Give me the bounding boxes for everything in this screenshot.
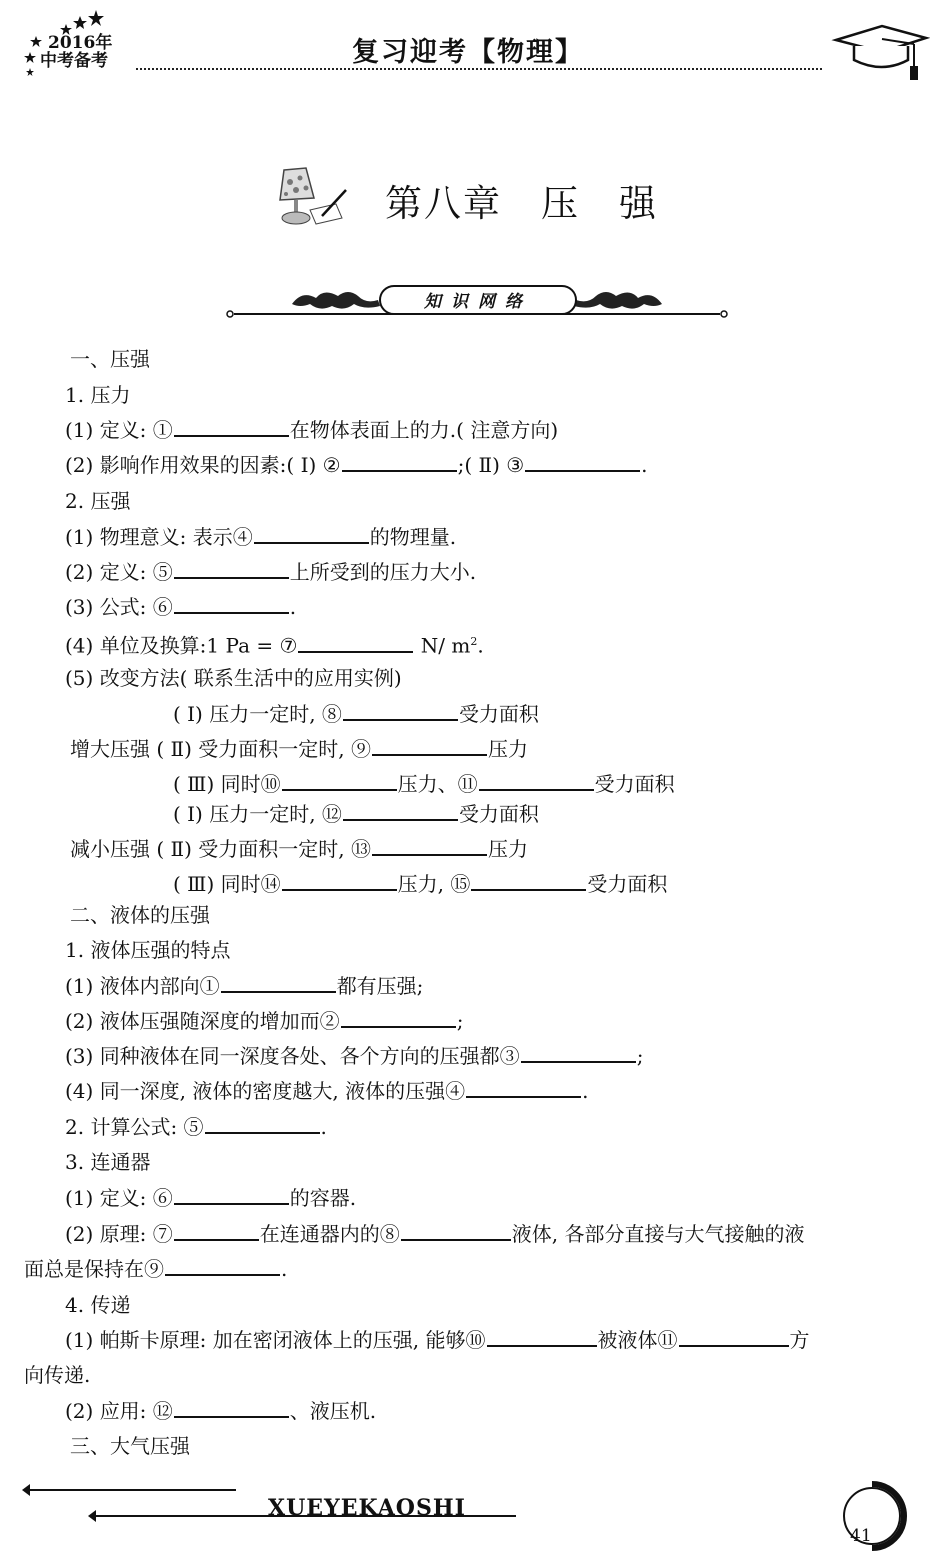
text-line: (5) 改变方法( 联系生活中的应用实例) — [65, 666, 402, 690]
text-line: ( Ⅲ) 同时⑭ 压力, ⑮ 受力面积 — [173, 872, 668, 896]
text-line: 增大压强 ( Ⅱ) 受力面积一定时, ⑨ 压力 — [70, 737, 528, 761]
banner-label: 知识网络 — [424, 292, 532, 312]
answer-blank — [525, 454, 640, 472]
subsection-heading: 4. 传递 — [65, 1293, 131, 1317]
answer-blank — [298, 635, 413, 653]
answer-blank — [165, 1258, 280, 1276]
section-heading: 一、压强 — [70, 347, 150, 371]
answer-blank — [479, 773, 594, 791]
text-line: (1) 液体内部向① 都有压强; — [65, 974, 424, 998]
text-line: (3) 同种液体在同一深度各处、各个方向的压强都③ ; — [65, 1044, 644, 1068]
subsection-heading: 1. 压力 — [65, 383, 131, 407]
answer-blank — [487, 1329, 597, 1347]
text-line: (4) 同一深度, 液体的密度越大, 液体的压强④ . — [65, 1079, 589, 1103]
text-line: (1) 物理意义: 表示④ 的物理量. — [65, 525, 457, 549]
footer-title: XUEYEKAOSHI — [268, 1495, 466, 1521]
header-year: 2016年 — [48, 33, 113, 53]
answer-blank — [471, 873, 586, 891]
answer-blank — [372, 838, 487, 856]
answer-blank — [282, 773, 397, 791]
answer-blank — [221, 975, 336, 993]
text-line: (2) 原理: ⑦ 在连通器内的⑧ 液体, 各部分直接与大气接触的液 — [65, 1222, 805, 1246]
text-line: (2) 定义: ⑤ 上所受到的压力大小. — [65, 560, 477, 584]
desk-lamp-icon — [270, 160, 350, 230]
subsection-heading: 2. 计算公式: ⑤ . — [65, 1115, 327, 1139]
subsection-heading: 2. 压强 — [65, 489, 131, 513]
text-line: 向传递. — [24, 1363, 91, 1387]
graduation-cap-icon — [830, 22, 930, 82]
text-line: (1) 定义: ⑥ 的容器. — [65, 1186, 357, 1210]
subsection-heading: 3. 连通器 — [65, 1150, 151, 1174]
text-line: (1) 定义: ① 在物体表面上的力.( 注意方向) — [65, 418, 559, 442]
answer-blank — [174, 596, 289, 614]
text-line: (1) 帕斯卡原理: 加在密闭液体上的压强, 能够⑩ 被液体⑪ 方 — [65, 1328, 810, 1352]
answer-blank — [205, 1116, 320, 1134]
text-line: ( Ⅰ) 压力一定时, ⑫ 受力面积 — [173, 802, 539, 826]
answer-blank — [282, 873, 397, 891]
answer-blank — [174, 1223, 259, 1241]
text-line: (4) 单位及换算:1 Pa = ⑦ N/ $m^2$. — [65, 633, 484, 658]
text-line: ( Ⅰ) 压力一定时, ⑧ 受力面积 — [173, 702, 539, 726]
answer-blank — [254, 526, 369, 544]
header-title: 复习迎考【物理】 — [352, 37, 584, 68]
answer-blank — [343, 703, 458, 721]
text-line: (3) 公式: ⑥ . — [65, 595, 297, 619]
answer-blank — [174, 561, 289, 579]
answer-blank — [174, 419, 289, 437]
answer-blank — [466, 1080, 581, 1098]
text-line: (2) 液体压强随深度的增加而② ; — [65, 1009, 464, 1033]
page-footer-decoration — [0, 1470, 950, 1562]
text-line: ( Ⅲ) 同时⑩ 压力、⑪ 受力面积 — [173, 772, 675, 796]
text-line: 减小压强 ( Ⅱ) 受力面积一定时, ⑬ 压力 — [70, 837, 528, 861]
answer-blank — [343, 803, 458, 821]
section-heading: 三、大气压强 — [70, 1434, 190, 1458]
subsection-heading: 1. 液体压强的特点 — [65, 938, 231, 962]
header-subtitle: 中考备考 — [40, 51, 108, 71]
answer-blank — [372, 738, 487, 756]
page-number: 41 — [850, 1526, 872, 1546]
chapter-title: 第八章 压 强 — [385, 182, 658, 225]
page-header — [0, 0, 950, 90]
header-rule — [136, 68, 822, 70]
answer-blank — [341, 1010, 456, 1028]
answer-blank — [521, 1045, 636, 1063]
answer-blank — [174, 1400, 289, 1418]
section-heading: 二、液体的压强 — [70, 903, 210, 927]
text-line: (2) 影响作用效果的因素:( Ⅰ) ② ;( Ⅱ) ③ . — [65, 453, 648, 477]
text-line: 面总是保持在⑨ . — [24, 1257, 288, 1281]
answer-blank — [342, 454, 457, 472]
answer-blank — [174, 1187, 289, 1205]
answer-blank — [401, 1223, 511, 1241]
text-line: (2) 应用: ⑫ 、液压机. — [65, 1399, 377, 1423]
answer-blank — [679, 1329, 789, 1347]
